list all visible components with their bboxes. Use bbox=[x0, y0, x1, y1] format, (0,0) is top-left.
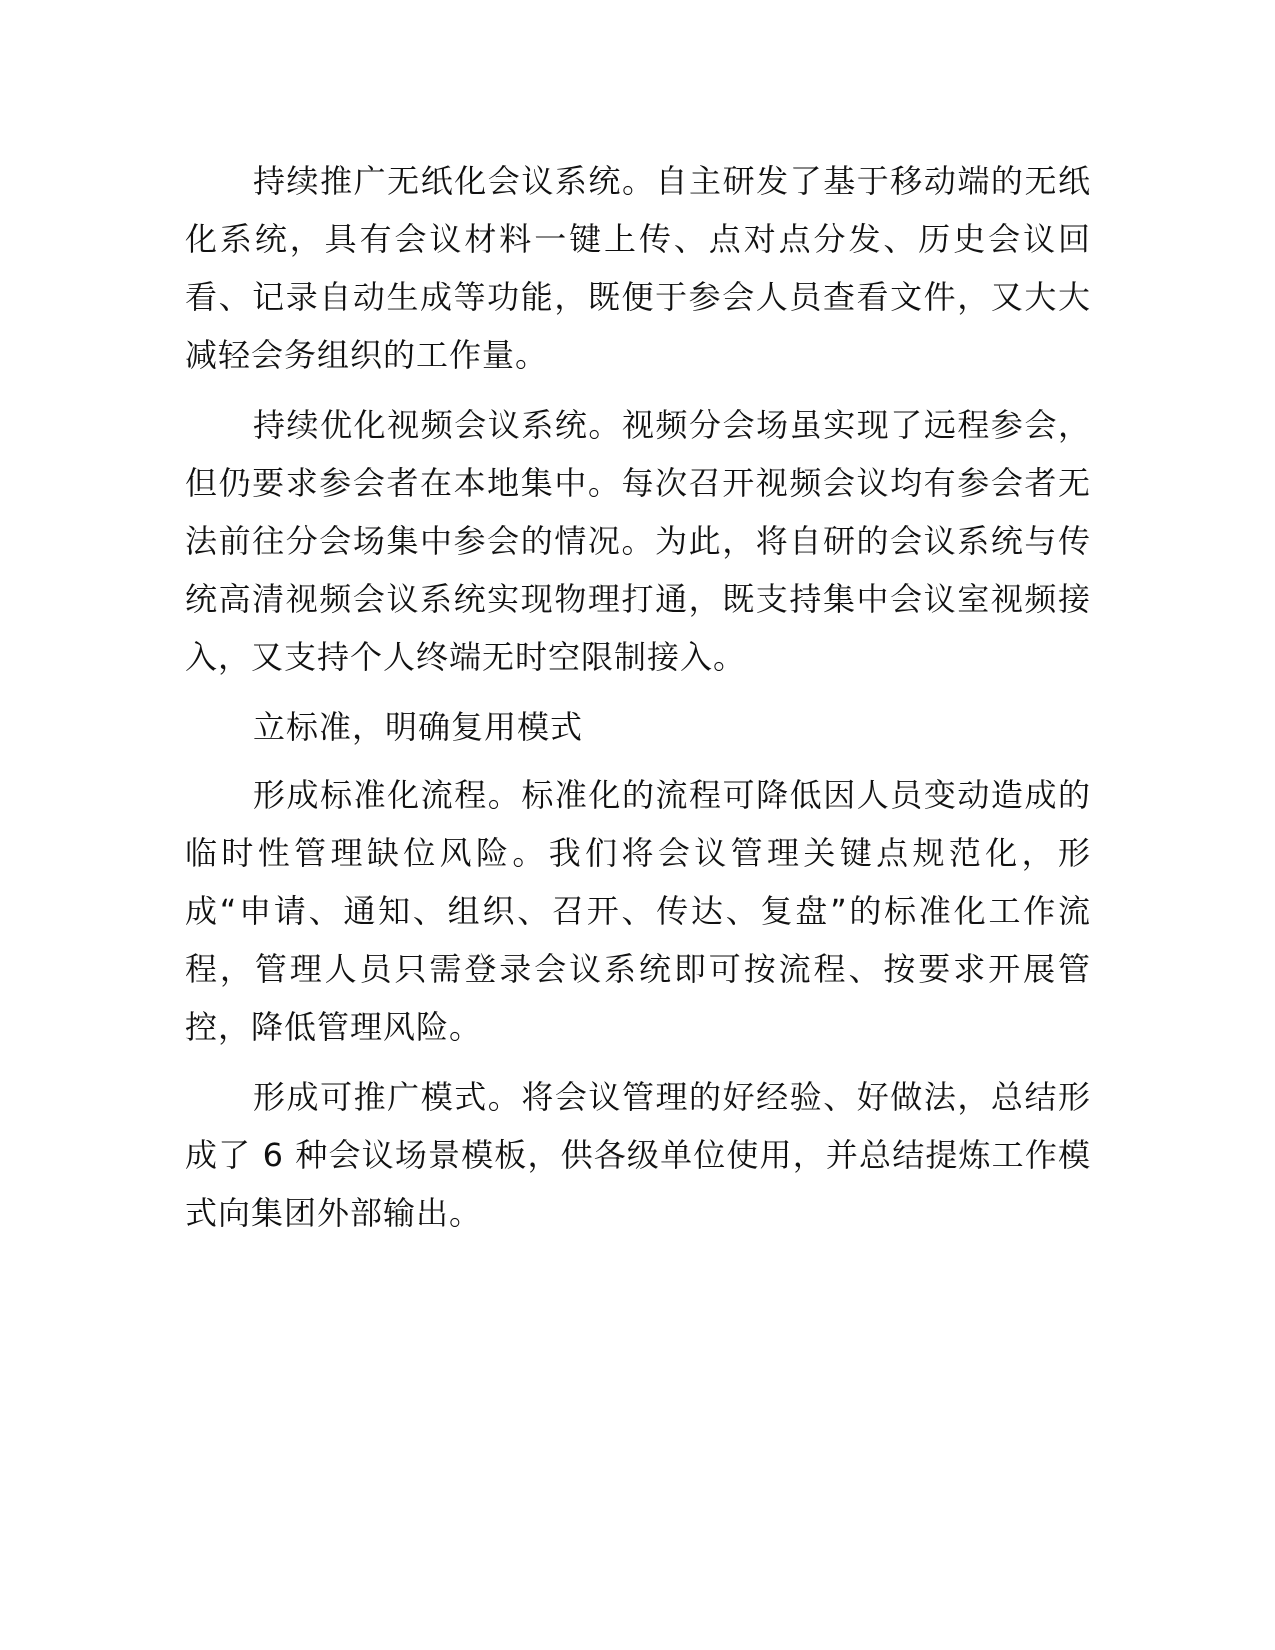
paragraph-promotable-model: 形成可推广模式。将会议管理的好经验、好做法，总结形成了 6 种会议场景模板，供各级单位使用，并总结提炼工作模式向集团外部输出。 bbox=[185, 1078, 1091, 1232]
paragraph-video-conference: 持续优化视频会议系统。视频分会场虽实现了远程参会，但仍要求参会者在本地集中。每次召开视频会议均有参会者无法前往分会场集中参会的情况。为此，将自研的会议系统与传统高清视频会议系统实现物理打通，既支持集中会议室视频接入，又支持个人终端无时空限制接入。 bbox=[185, 406, 1091, 676]
paragraph-standard-process: 形成标准化流程。标准化的流程可降低因人员变动造成的临时性管理缺位风险。我们将会议管理关键点规范化，形成“申请、通知、组织、召开、传达、复盘”的标准化工作流程，管理人员只需登录会议系统即可按流程、按要求开展管控，降低管理风险。 bbox=[185, 776, 1091, 1046]
section-heading-standards: 立标准，明确复用模式 bbox=[253, 708, 584, 746]
paragraph-paperless-meeting: 持续推广无纸化会议系统。自主研发了基于移动端的无纸化系统，具有会议材料一键上传、点对点分发、历史会议回看、记录自动生成等功能，既便于参会人员查看文件，又大大减轻会务组织的工作量。 bbox=[185, 162, 1091, 374]
document-body bbox=[185, 152, 1091, 1254]
